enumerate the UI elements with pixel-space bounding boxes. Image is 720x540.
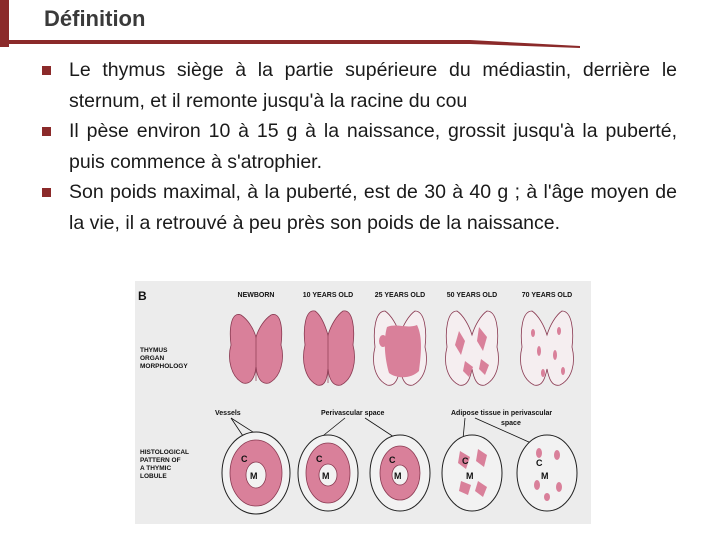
lobule-50-years <box>442 435 502 511</box>
bullet-item <box>42 116 677 177</box>
row-label-morphology-2: ORGAN <box>140 355 165 362</box>
thymus-figure-svg <box>135 281 591 524</box>
organ-25-years <box>374 311 427 385</box>
bullet-item <box>42 177 677 238</box>
row-label-histology-2: PATTERN OF <box>140 457 181 464</box>
callout-vessels: Vessels <box>215 410 241 417</box>
title-underline <box>0 36 590 50</box>
bullet-item <box>42 55 677 116</box>
age-label-25: 25 YEARS OLD <box>374 292 426 299</box>
cortex-letter: C <box>536 458 543 468</box>
row-label-morphology-1: THYMUS <box>140 347 168 354</box>
cortex-letter: C <box>241 454 248 464</box>
bullet-text: Son poids maximal, à la puberté, est de 30 à 40 g ; à l'âge moyen de la vie, il a retrouvé à peu près son poids de la naissance. <box>69 181 677 234</box>
age-label-70: 70 YEARS OLD <box>521 292 573 299</box>
lobule-10-years <box>298 435 358 511</box>
organ-10-years <box>304 311 355 385</box>
bullet-list <box>42 55 677 238</box>
slide-title: Définition <box>44 6 146 31</box>
medulla-letter: M <box>541 471 549 481</box>
medulla-letter: M <box>466 471 474 481</box>
bullet-square-icon <box>42 66 51 75</box>
medulla-letter: M <box>250 471 258 481</box>
cortex-letter: C <box>462 456 469 466</box>
bullet-square-icon <box>42 127 51 136</box>
organ-newborn <box>230 314 283 383</box>
callout-adipose-2: space <box>501 420 521 427</box>
bullet-square-icon <box>42 188 51 197</box>
age-label-10: 10 YEARS OLD <box>302 292 354 299</box>
age-label-newborn: NEWBORN <box>237 292 275 299</box>
age-label-50: 50 YEARS OLD <box>446 292 498 299</box>
row-label-histology-1: HISTOLOGICAL <box>140 449 189 456</box>
lobule-newborn <box>222 432 290 514</box>
thymus-figure <box>135 281 591 524</box>
lobule-25-years <box>370 435 430 511</box>
panel-letter: B <box>138 289 147 303</box>
medulla-letter: M <box>322 471 330 481</box>
row-label-histology-3: A THYMIC <box>140 465 172 472</box>
bullet-text: Il pèse environ 10 à 15 g à la naissance, grossit jusqu'à la puberté, puis commence à s'atrophier. <box>69 120 677 173</box>
callout-adipose-1: Adipose tissue in perivascular <box>451 410 553 417</box>
bullet-text: Le thymus siège à la partie supérieure du médiastin, derrière le sternum, et il remonte jusqu'à la racine du cou <box>69 59 677 112</box>
row-label-histology-4: LOBULE <box>140 473 167 480</box>
row-label-morphology-3: MORPHOLOGY <box>140 363 188 370</box>
organ-70-years <box>521 311 574 385</box>
organ-50-years <box>446 311 499 385</box>
lobule-70-years <box>517 435 577 511</box>
cortex-letter: C <box>316 454 323 464</box>
medulla-letter: M <box>394 471 402 481</box>
callout-perivascular-space: Perivascular space <box>321 410 385 417</box>
cortex-letter: C <box>389 455 396 465</box>
